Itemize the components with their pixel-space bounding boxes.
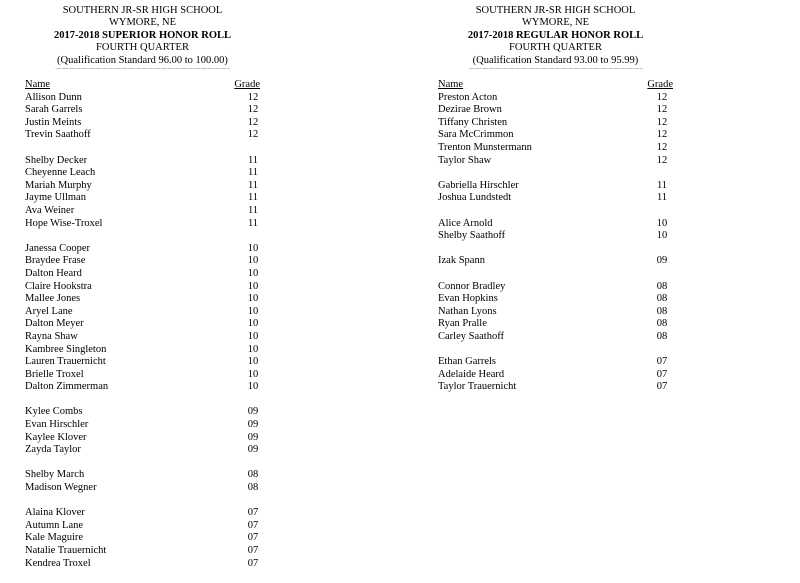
student-grade: 12: [656, 116, 668, 128]
student-row: [438, 129, 673, 142]
student-grade: 08: [247, 482, 259, 494]
student-name: Dalton Heard: [25, 267, 82, 279]
roll-title: 2017-2018 REGULAR HONOR ROLL: [467, 29, 644, 41]
student-name: Ava Weiner: [25, 204, 75, 216]
grade-group: [438, 281, 673, 344]
student-row: [25, 205, 260, 218]
student-name: Trenton Munstermann: [438, 142, 532, 153]
student-row: [25, 419, 260, 432]
student-name: Kendrea Troxel: [25, 557, 91, 569]
student-row: [25, 117, 260, 130]
student-grade: 12: [656, 129, 668, 141]
student-grade: 12: [247, 104, 259, 116]
student-row: [25, 281, 260, 294]
student-row: [25, 129, 260, 142]
school-city: WYMORE, NE: [108, 17, 177, 29]
student-grade: 07: [247, 519, 259, 531]
grade-column-header: Grade: [647, 79, 673, 91]
student-name: Cheyenne Leach: [25, 167, 96, 179]
student-name: Taylor Shaw: [438, 154, 492, 166]
student-grade: 09: [247, 406, 259, 418]
student-grade: 07: [247, 532, 259, 544]
student-row: [25, 318, 260, 331]
student-name: Taylor Trauernicht: [438, 381, 517, 393]
student-row: [25, 104, 260, 117]
student-grade: 10: [247, 356, 259, 368]
student-name: Kaylee Klover: [25, 431, 87, 443]
student-name: Rayna Shaw: [25, 330, 78, 342]
column-headers: [25, 79, 260, 92]
student-name: Dalton Meyer: [25, 318, 84, 330]
student-grade: 07: [247, 507, 259, 519]
grade-group: [438, 356, 673, 394]
student-grade: 10: [247, 293, 259, 305]
student-grade: 11: [656, 179, 668, 191]
student-grade: 07: [247, 557, 259, 569]
student-name: Mariah Murphy: [25, 179, 92, 191]
student-name: Lauren Trauernicht: [25, 356, 106, 368]
student-row: [438, 218, 673, 231]
student-row: [438, 318, 673, 331]
student-name: Dalton Zimmerman: [25, 381, 109, 393]
student-grade: 11: [247, 167, 259, 179]
student-name: Preston Acton: [438, 91, 498, 103]
student-grade: 11: [656, 192, 668, 204]
student-grade: 12: [656, 154, 668, 166]
student-row: [25, 293, 260, 306]
student-row: [25, 469, 260, 482]
student-name: Evan Hirschler: [25, 419, 89, 431]
student-grade: 12: [656, 142, 668, 153]
student-grade: 10: [656, 217, 668, 229]
grade-group: [25, 155, 260, 231]
student-row: [438, 281, 673, 294]
student-row: [25, 369, 260, 382]
student-name: Ryan Pralle: [438, 318, 487, 330]
student-name: Natalie Trauernicht: [25, 545, 107, 556]
student-row: [438, 369, 673, 382]
student-grade: 11: [247, 154, 259, 166]
student-name: Justin Meints: [25, 116, 82, 128]
student-grade: 10: [247, 280, 259, 292]
quarter-label: FOURTH QUARTER: [509, 42, 602, 54]
student-grade: 08: [656, 330, 668, 342]
student-row: [25, 306, 260, 319]
student-row: [25, 192, 260, 205]
student-name: Sara McCrimmon: [438, 129, 514, 141]
student-row: [25, 482, 260, 495]
grade-group: [438, 218, 673, 243]
student-grade: 08: [656, 318, 668, 330]
student-grade: 08: [247, 469, 259, 481]
divider-rule: """""""""""""""""""""""""""""""""""""""""""""""""""""""""""""""""""""""""": [55, 68, 230, 73]
student-name: Sarah Garrels: [25, 104, 83, 116]
student-grade: 10: [247, 381, 259, 393]
student-row: [25, 167, 260, 180]
student-grade: 08: [656, 293, 668, 305]
student-row: [25, 520, 260, 533]
student-row: [25, 243, 260, 256]
student-name: Kylee Combs: [25, 406, 83, 418]
name-column-header: Name: [25, 79, 51, 91]
grade-group: [25, 406, 260, 456]
student-row: [438, 142, 673, 155]
student-name: Kale Maguire: [25, 532, 84, 544]
student-grade: 11: [247, 192, 259, 204]
student-grade: 12: [247, 116, 259, 128]
student-row: [25, 532, 260, 545]
student-name: Zayda Taylor: [25, 444, 81, 456]
student-name: Izak Spann: [438, 255, 485, 267]
grade-group: [25, 243, 260, 394]
student-grade: 10: [247, 255, 259, 267]
student-name: Madison Wegner: [25, 482, 97, 494]
student-row: [25, 507, 260, 520]
student-grade: 10: [247, 318, 259, 330]
student-name: Shelby Decker: [25, 154, 88, 166]
student-row: [25, 92, 260, 105]
student-row: [25, 268, 260, 281]
student-grade: 10: [247, 242, 259, 254]
student-name: Gabriella Hirschler: [438, 179, 519, 191]
student-row: [25, 444, 260, 457]
student-name: Tiffany Christen: [438, 116, 508, 128]
student-name: Mallee Jones: [25, 293, 81, 305]
student-row: [438, 180, 673, 193]
student-name: Janessa Cooper: [25, 242, 91, 254]
student-list: [438, 92, 673, 394]
regular-honor-roll: [438, 5, 673, 406]
student-grade: 12: [247, 91, 259, 103]
student-name: Kambree Singleton: [25, 343, 107, 355]
student-grade: 07: [247, 545, 259, 556]
school-city: WYMORE, NE: [521, 17, 590, 29]
student-grade: 11: [247, 204, 259, 216]
student-row: [438, 104, 673, 117]
student-name: Connor Bradley: [438, 280, 506, 292]
student-name: Ethan Garrels: [438, 356, 497, 368]
student-grade: 07: [656, 368, 668, 380]
student-row: [25, 356, 260, 369]
student-grade: 08: [656, 280, 668, 292]
grade-group: [438, 92, 673, 168]
student-name: Autumn Lane: [25, 519, 84, 531]
student-name: Adelaide Heard: [438, 368, 505, 380]
student-grade: 10: [247, 305, 259, 317]
student-name: Brielle Troxel: [25, 368, 84, 380]
student-grade: 10: [656, 230, 668, 242]
student-row: [438, 381, 673, 394]
student-row: [438, 192, 673, 205]
student-name: Trevin Saathoff: [25, 129, 91, 141]
student-row: [438, 92, 673, 105]
grade-group: [438, 180, 673, 205]
student-name: Carley Saathoff: [438, 330, 504, 342]
column-headers: [438, 79, 673, 92]
student-row: [25, 558, 260, 571]
student-grade: 09: [656, 255, 668, 267]
student-grade: 08: [656, 305, 668, 317]
student-name: Jayme Ullman: [25, 192, 86, 204]
roll-title: 2017-2018 SUPERIOR HONOR ROLL: [53, 29, 232, 41]
divider-rule: """""""""""""""""""""""""""""""""""""""""""""""""""""""""""""""""""""""""": [468, 68, 643, 73]
grade-group: [25, 469, 260, 494]
student-name: Evan Hopkins: [438, 293, 498, 305]
student-row: [438, 306, 673, 319]
grade-group: [25, 507, 260, 570]
student-row: [25, 381, 260, 394]
student-row: [25, 255, 260, 268]
student-grade: 09: [247, 444, 259, 456]
quarter-label: FOURTH QUARTER: [96, 42, 189, 54]
student-row: [438, 255, 673, 268]
student-name: Alice Arnold: [438, 217, 493, 229]
student-row: [25, 406, 260, 419]
student-name: Claire Hookstra: [25, 280, 92, 292]
student-name: Allison Dunn: [25, 91, 82, 103]
student-grade: 07: [656, 356, 668, 368]
student-row: [25, 331, 260, 344]
qualification-standard: (Qualification Standard 93.00 to 95.99): [472, 54, 639, 66]
student-grade: 10: [247, 267, 259, 279]
student-name: Joshua Lundstedt: [438, 192, 512, 204]
student-grade: 07: [656, 381, 668, 393]
grade-column-header: Grade: [234, 79, 260, 91]
student-grade: 12: [656, 91, 668, 103]
student-row: [438, 230, 673, 243]
student-row: [25, 344, 260, 357]
student-row: [25, 432, 260, 445]
student-row: [438, 293, 673, 306]
student-name: Alaina Klover: [25, 507, 85, 519]
student-row: [25, 155, 260, 168]
student-name: Braydee Frase: [25, 255, 86, 267]
student-grade: 09: [247, 419, 259, 431]
student-row: [438, 331, 673, 344]
grade-group: [438, 255, 673, 268]
student-grade: 10: [247, 343, 259, 355]
school-name: SOUTHERN JR-SR HIGH SCHOOL: [475, 5, 636, 16]
student-grade: 11: [247, 179, 259, 191]
name-column-header: Name: [438, 79, 464, 91]
student-row: [25, 545, 260, 558]
student-name: Shelby Saathoff: [438, 230, 506, 242]
superior-honor-roll: [25, 5, 260, 583]
student-list: [25, 92, 260, 571]
student-row: [438, 155, 673, 168]
student-grade: 12: [656, 104, 668, 116]
school-name: SOUTHERN JR-SR HIGH SCHOOL: [62, 5, 223, 16]
student-grade: 12: [247, 129, 259, 141]
qualification-standard: (Qualification Standard 96.00 to 100.00): [57, 54, 228, 66]
student-row: [25, 218, 260, 231]
student-row: [438, 117, 673, 130]
student-row: [25, 180, 260, 193]
student-grade: 10: [247, 330, 259, 342]
grade-group: [25, 92, 260, 142]
student-name: Hope Wise-Troxel: [25, 217, 103, 229]
student-grade: 09: [247, 431, 259, 443]
student-name: Dezirae Brown: [438, 104, 502, 116]
student-row: [438, 356, 673, 369]
student-grade: 10: [247, 368, 259, 380]
student-name: Nathan Lyons: [438, 305, 497, 317]
student-name: Shelby March: [25, 469, 85, 481]
student-name: Aryel Lane: [25, 305, 73, 317]
student-grade: 11: [247, 217, 259, 229]
